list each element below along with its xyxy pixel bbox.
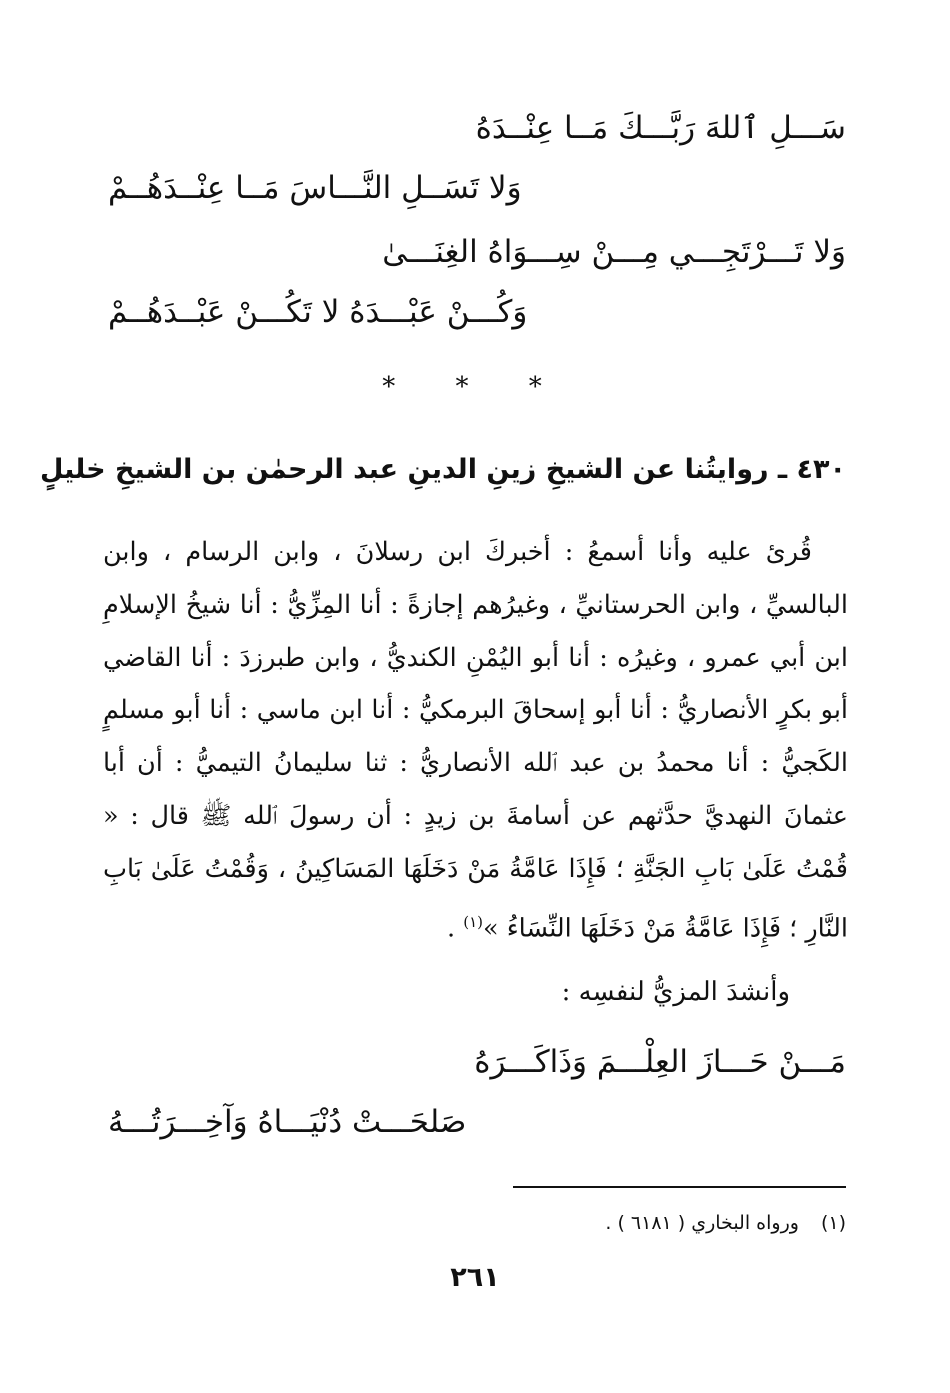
paragraph-text: قُرئ عليه وأنا أسمعُ : أخبركَ ابن رسلانَ ، وابن الرسام ، وابن البالسيِّ ، وابن الحرستانيِّ ، وغيرُهم إجازةً : أنا المِزِّيُّ : أنا شيخُ الإسلامِ ابن أبي عمرو ، وغيرُه : أنا أبو اليُمْنِ الكنديُّ ، وابن طبرزدَ : أنا القاضي أبو بكرٍ الأنصاريُّ : أنا أبو إسحاقَ البرمكيُّ : أنا ابن ماسي : أنا أبو مسلمٍ الكَجيُّ : أنا محمدُ بن عبد ٱلله الأنصاريُّ : ثنا سليمانُ التيميُّ : أن أبا عثمانَ النهديَّ حدَّثهم عن أسامةَ بن زيدٍ : أن رسولَ ٱلله ﷺ قال : « قُمْتُ عَلَىٰ بَابِ الجَنَّةِ ؛ فَإِذَا عَامَّةُ مَنْ دَخَلَهَا المَسَاكِينُ ، وَقُمْتُ عَلَىٰ بَابِ النَّارِ ؛ فَإِذَا عَامَّةُ مَنْ دَخَلَهَا النِّسَاءُ » — [103, 537, 848, 944]
footnote-divider — [513, 1186, 846, 1188]
section-heading: ٤٣٠ ـ روايتُنا عن الشيخِ زينِ الدينِ عبد الرحمٰن بن الشيخِ خليلٍ — [40, 454, 846, 485]
footnote-reference[interactable]: (١) — [463, 912, 483, 931]
poem-line-3: وَلا تَـــرْتَجِـــي مِـــنْ سِـــوَاهُ الغِنَـــىٰ — [382, 234, 846, 270]
poem2-line-2: صَلحَـــتْ دُنْيَـــاهُ وَآخِـــرَتُـــهُ — [108, 1104, 467, 1140]
section-separator: * * * — [382, 372, 568, 402]
footnote — [605, 1208, 846, 1238]
page-number: ٢٦١ — [450, 1262, 500, 1293]
poem-line-2: وَلا تَسَــلِ النَّـــاسَ مَــا عِنْــدَهُــمْ — [108, 170, 522, 206]
poem-intro: وأنشدَ المزيُّ لنفسِه : — [561, 977, 790, 1007]
poem2-line-1: مَـــنْ حَـــازَ العِلْـــمَ وَذَاكَـــرَهُ — [474, 1044, 846, 1080]
poem-line-1: سَـــلِ ٱللهَ رَبَّـــكَ مَــا عِنْــدَهُ — [475, 110, 846, 146]
poem-line-4: وَكُـــنْ عَبْـــدَهُ لا تَكُـــنْ عَبْــدَهُــمْ — [108, 294, 528, 330]
paragraph-end: . — [446, 913, 464, 944]
footnote-text: ورواه البخاري ( ٦١٨١ ) . — [605, 1212, 799, 1234]
footnote-number: (١) — [820, 1212, 846, 1234]
hadith-paragraph — [103, 526, 848, 955]
